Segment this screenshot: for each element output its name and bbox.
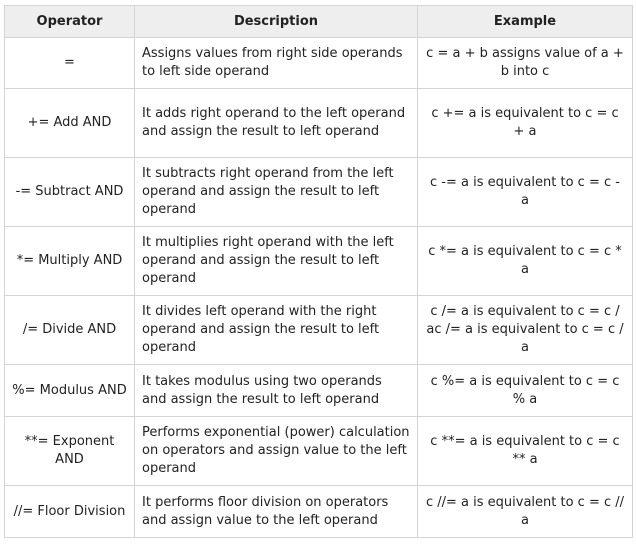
header-example: Example [418, 6, 633, 38]
example-cell: c -= a is equivalent to c = c - a [418, 158, 633, 227]
table-row [5, 89, 633, 158]
table-row [5, 486, 633, 538]
operator-cell: /= Divide AND [5, 296, 135, 365]
description-cell: It takes modulus using two operands and assign the result to left operand [135, 365, 418, 417]
table-row [5, 38, 633, 89]
operator-cell: *= Multiply AND [5, 227, 135, 296]
example-cell: c **= a is equivalent to c = c ** a [418, 417, 633, 486]
operator-cell: = [5, 38, 135, 89]
description-cell: It divides left operand with the right operand and assign the result to left operand [135, 296, 418, 365]
operator-cell: **= Exponent AND [5, 417, 135, 486]
description-cell: It adds right operand to the left operand and assign the result to left operand [135, 89, 418, 158]
example-cell: c %= a is equivalent to c = c % a [418, 365, 633, 417]
description-cell: It multiplies right operand with the left operand and assign the result to left operand [135, 227, 418, 296]
example-cell: c //= a is equivalent to c = c // a [418, 486, 633, 538]
operators-table [4, 5, 633, 538]
operator-cell: //= Floor Division [5, 486, 135, 538]
example-cell: c = a + b assigns value of a + b into c [418, 38, 633, 89]
description-cell: It subtracts right operand from the left operand and assign the result to left operand [135, 158, 418, 227]
table-row [5, 417, 633, 486]
header-description: Description [135, 6, 418, 38]
table-row [5, 296, 633, 365]
header-operator: Operator [5, 6, 135, 38]
operator-cell: %= Modulus AND [5, 365, 135, 417]
table-header-row [5, 6, 633, 38]
description-cell: Assigns values from right side operands to left side operand [135, 38, 418, 89]
table-row [5, 227, 633, 296]
table-row [5, 365, 633, 417]
example-cell: c /= a is equivalent to c = c / ac /= a is equivalent to c = c / a [418, 296, 633, 365]
table-row [5, 158, 633, 227]
example-cell: c *= a is equivalent to c = c * a [418, 227, 633, 296]
example-cell: c += a is equivalent to c = c + a [418, 89, 633, 158]
description-cell: It performs floor division on operators and assign value to the left operand [135, 486, 418, 538]
operator-cell: -= Subtract AND [5, 158, 135, 227]
operator-cell: += Add AND [5, 89, 135, 158]
description-cell: Performs exponential (power) calculation on operators and assign value to the left operand [135, 417, 418, 486]
